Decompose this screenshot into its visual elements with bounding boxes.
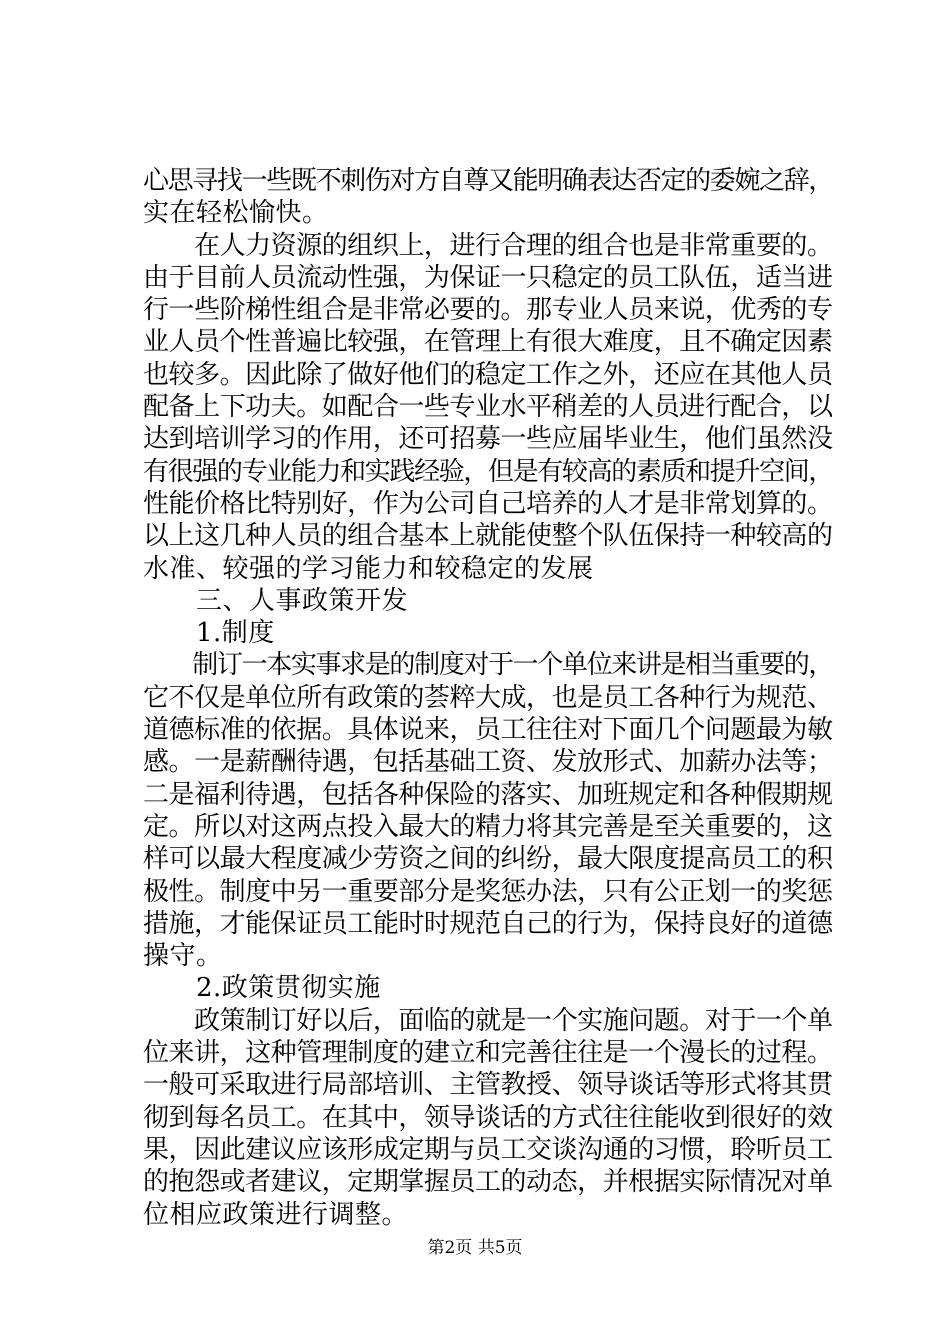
text-line: 心思寻找一些既不刺伤对方自尊又能明确表达否定的委婉之辞， (143, 166, 834, 196)
text-line: 性能价格比特别好，作为公司自己培养的人才是非常划算的。 (143, 488, 833, 519)
text-line: 极性。制度中另一重要部分是奖惩办法，只有公正划一的奖惩 (143, 876, 833, 907)
text-line: 水准、较强的学习能力和较稳定的发展 (143, 553, 594, 584)
text-line: 也较多。因此除了做好他们的稳定工作之外，还应在其他人员 (143, 359, 833, 390)
text-line: 业人员个性普遍比较强，在管理上有很大难度，且不确定因素 (143, 327, 833, 358)
text-line: 定。所以对这两点投入最大的精力将其完善是至关重要的，这 (143, 811, 833, 842)
page-number-label: 第2页 共5页 (427, 1238, 523, 1258)
text-line: 位相应政策进行调整。 (143, 1199, 409, 1230)
page-footer (0, 1237, 950, 1259)
text-line: 二是福利待遇，包括各种保险的落实、加班规定和各种假期规 (143, 779, 833, 810)
text-line: 果，因此建议应该形成定期与员工交谈沟通的习惯，聆听员工 (143, 1134, 833, 1165)
text-line: 制订一本实事求是的制度对于一个单位来讲是相当重要的， (143, 650, 834, 681)
document-body (143, 165, 833, 1231)
section-heading: 三、人事政策开发 (143, 585, 409, 616)
text-line: 措施，才能保证员工能时时规范自己的行为，保持良好的道德 (143, 908, 833, 939)
text-line: 操守。 (143, 941, 223, 972)
subsection-heading: 1.制度 (143, 618, 275, 649)
text-line: 以上这几种人员的组合基本上就能使整个队伍保持一种较高的 (143, 521, 833, 552)
text-line: 道德标准的依据。具体说来，员工往往对下面几个问题最为敏 (143, 715, 833, 746)
text-line: 彻到每名员工。在其中，领导谈话的方式往往能收到很好的效 (143, 1102, 833, 1133)
text-line: 它不仅是单位所有政策的荟粹大成，也是员工各种行为规范、 (143, 682, 833, 713)
text-line: 一般可采取进行局部培训、主管教授、领导谈话等形式将其贯 (143, 1070, 833, 1101)
text-line: 由于目前人员流动性强，为保证一只稳定的员工队伍，适当进 (143, 262, 833, 293)
text-line: 有很强的专业能力和实践经验，但是有较高的素质和提升空间， (143, 456, 834, 487)
text-line: 行一些阶梯性组合是非常必要的。那专业人员来说，优秀的专 (143, 295, 833, 326)
text-line: 配备上下功夫。如配合一些专业水平稍差的人员进行配合，以 (143, 392, 833, 423)
text-line: 的抱怨或者建议，定期掌握员工的动态，并根据实际情况对单 (143, 1167, 833, 1198)
text-line: 在人力资源的组织上，进行合理的组合也是非常重要的。 (143, 230, 833, 261)
text-line: 达到培训学习的作用，还可招募一些应届毕业生，他们虽然没 (143, 424, 833, 455)
text-line: 政策制订好以后，面临的就是一个实施问题。对于一个单 (143, 1005, 833, 1036)
text-line: 感。一是薪酬待遇，包括基础工资、发放形式、加薪办法等； (143, 747, 833, 778)
text-line: 实在轻松愉快。 (143, 198, 329, 229)
text-line: 位来讲，这种管理制度的建立和完善往往是一个漫长的过程。 (143, 1038, 833, 1069)
text-line: 样可以最大程度减少劳资之间的纠纷，最大限度提高员工的积 (143, 844, 833, 875)
subsection-heading: 2.政策贯彻实施 (143, 973, 381, 1004)
